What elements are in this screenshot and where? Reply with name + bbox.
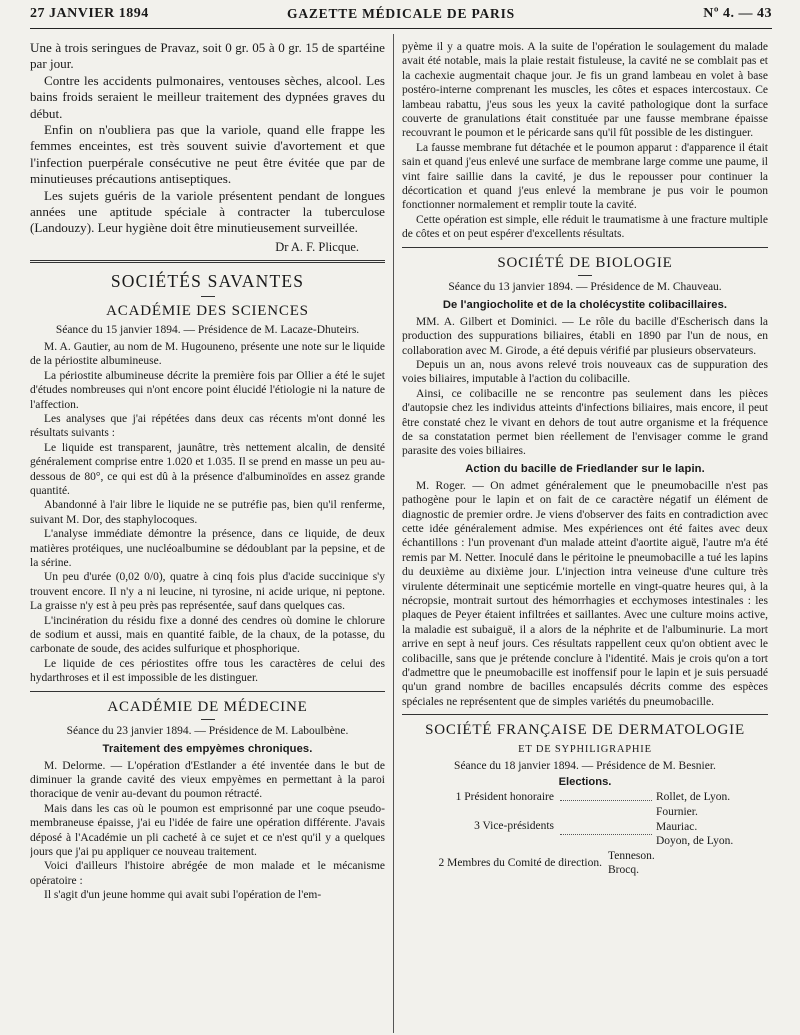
body-paragraph: Ainsi, ce colibacille ne se rencontre pas seulement dans les pièces d'autopsie chez les individus atteints d'infections biliaires, mais encore, il peut être constaté chez le vivant en dehors de tout autre organisme et la fréquence de sa constatation permet bien réellement de l'envisager comme le grand parasite des voies biliaires. <box>402 387 768 458</box>
biologie-title: SOCIÉTÉ DE BIOLOGIE <box>497 254 673 271</box>
topic-heading: Action du bacille de Friedlander sur le lapin. <box>465 462 705 475</box>
body-paragraph: M. Roger. — On admet généralement que le pneumobacille n'est pas pathogène pour le lapin et on fait de ce caractère négatif un élément de diagnostic de premier ordre. Je viens d'observer des faits en contradiction avec cette idée généralement admise. Mes expériences ont été faites avec deux échantillons : l'un provenant d'un malade atteint d'aortite aiguë, l'autre m'a été remis par M. Netter. Inoculé dans le péritoine le pneumobacille a tué les lapins du deuxième au dixième jour. L'injection intra veineuse d'une culture très virulente déterminait une septicémie mortelle en vingt-quatre heures qui, à la nécropsie, montrait surtout des hémorrhagies et ecchymoses intestinales : les plaques de Peyer étaient infiltrées et saillantes. Avec une culture moins active, la maladie est subaiguë, il a alors de la néphrite et de l'albuminurie. La mort arrive en sept à neuf jours. Ces résultats rappellent ceux qu'on obtient avec le colibacille, sans que je prétende conclure à l'identité. Mais je crois qu'on a tort d'admettre que le pneumobacille est inoffensif pour le lapin et je suis persuadé qu'un grand nombre de bacilles encapsulés décrits comme des espèces spéciales ne représentent que de simples variétés du pneumobacille. <box>402 479 768 708</box>
intro-paragraph: Les sujets guéris de la variole présentent pendant de longues années une aptitude spéciale à contracter la tuberculose (Landouzy). Leur hygiène doit être minutieusement surveillée. <box>30 187 385 236</box>
election-row <box>402 805 768 849</box>
topic-heading: De l'angiocholite et de la cholécystite colibacillaires. <box>442 298 728 311</box>
body-paragraph: M. A. Gautier, au nom de M. Hugouneno, présente une note sur le liquide de la périostite albumineuse. <box>30 340 385 368</box>
title-dash <box>201 296 215 297</box>
elected-name: Rollet, de Lyon. <box>656 791 731 804</box>
body-paragraph: Abandonné à l'air libre le liquide ne se putréfie pas, bien qu'il renferme, suivant M. Dor, des staphylocoques. <box>30 499 385 526</box>
section-rule <box>402 247 768 248</box>
author-signature: Dr A. F. Plicque. <box>275 239 359 254</box>
dermatologie-subtitle: ET DE SYPHILIGRAPHIE <box>518 744 652 756</box>
section-rule <box>30 260 385 263</box>
election-category: 2 Membres du Comité de direction. <box>438 856 602 869</box>
journal-title: GAZETTE MÉDICALE DE PARIS <box>287 6 515 21</box>
section-rule <box>30 691 385 692</box>
dot-leader <box>560 790 652 801</box>
body-paragraph: M. Delorme. — L'opération d'Estlander a été inventée dans le but de diminuer la grande cavité des vieux empyèmes en permettant à la paroi thoracique de venir au-devant du poumon rétracté. <box>30 759 385 801</box>
elected-name: Doyon, de Lyon. <box>656 835 734 848</box>
academie-medecine-title: ACADÉMIE DE MÉDECINE <box>107 698 308 715</box>
election-row <box>402 790 768 805</box>
issue-date: 27 JANVIER 1894 <box>30 6 149 21</box>
seance-line: Séance du 23 janvier 1894. — Présidence de M. Laboulbène. <box>66 724 349 737</box>
header-rule <box>30 28 772 29</box>
academie-sciences-title: ACADÉMIE DES SCIENCES <box>106 302 309 319</box>
body-paragraph: MM. A. Gilbert et Dominici. — Le rôle du bacille d'Escherisch dans la production des suppurations biliaires, établi en 1890 par l'un de nous, en collaboration avec M. Girode, a été depuis vérifié par plusieurs observateurs. <box>402 315 768 357</box>
elections-heading: Elections. <box>558 776 612 789</box>
elected-name: Brocq. <box>608 864 639 877</box>
body-paragraph: Le liquide est transparent, jaunâtre, très nettement alcalin, de densité généralement comprise entre 1.020 et 1.035. Il se prend en masse un peu au-dessous de 80°, ce qui est dû à la présence d'albuminoïdes en assez grande quantité. <box>30 441 385 497</box>
body-paragraph: La périostite albumineuse décrite la première fois par Ollier a été le sujet d'études nombreuses qui n'ont encore point élucidé l'étiologie ni la nature de l'affection. <box>30 369 385 411</box>
body-paragraph: Il s'agit d'un jeune homme qui avait subi l'opération de l'em- <box>44 889 322 902</box>
dot-leader <box>560 834 652 835</box>
intro-paragraph: Une à trois seringues de Pravaz, soit 0 gr. 05 à 0 gr. 15 de spartéine par jour. <box>30 40 385 72</box>
body-paragraph: L'analyse immédiate démontre la présence, dans ce liquide, de deux matières protéiques, une nucléoalbumine se dédoublant par la pepsine, et de la sérine. <box>30 528 385 569</box>
section-rule <box>402 714 768 715</box>
left-column <box>30 40 385 1033</box>
body-paragraph: Cette opération est simple, elle réduit le traumatisme à une fracture multiple de côtes et on peut espérer d'excellents résultats. <box>402 213 768 241</box>
election-category: 1 Président honoraire <box>455 791 554 804</box>
body-paragraph: Un peu d'urée (0,02 0/0), quatre à cinq fois plus d'acide succinique s'y trouvent encore. Il n'y a ni leucine, ni tyrosine, ni acide urique, ni peptone. La graisse n'y est à peu près pas représentée, sauf dans quelques cas. <box>30 571 385 613</box>
seance-line: Séance du 15 janvier 1894. — Présidence de M. Lacaze-Dhuteirs. <box>55 323 360 336</box>
column-divider <box>393 34 394 1033</box>
elected-name: Mauriac. <box>656 820 698 833</box>
page-header <box>30 4 772 26</box>
elected-name: Tenneson. <box>608 849 655 862</box>
right-column <box>402 40 768 1033</box>
body-paragraph: pyème il y a quatre mois. A la suite de l'opération le soulagement du malade avait été notable, mais la plaie restait fistuleuse, la cavité ne se comblait pas et la cachexie augmentait chaque jour. Je fis un grand lambeau en volet à base postéro-interne comprenant les muscles, les côtes et espaces intercostaux. Ce lambeau rabattu, j'eus sous les yeux la cavité pathologique dont la surface couverte de granulations était constituée par une fausse membrane épaisse recouvrant le poumon et le péricarde sans qu'il fût possible de les distinguer. <box>402 41 768 140</box>
title-dash <box>201 719 215 720</box>
election-category: 3 Vice-présidents <box>474 820 554 833</box>
intro-paragraph: Contre les accidents pulmonaires, ventouses sèches, alcool. Les bains froids seraient le meilleur traitement des dypnées graves du début. <box>30 72 385 121</box>
body-paragraph: L'incinération du résidu fixe a donné des cendres où domine le chlorure de sodium et aussi, mais en quantité faible, de la chaux, de la potasse, du carbonate de soude, des acides sulfurique et phosphorique. <box>30 614 385 656</box>
elected-name: Fournier. <box>656 806 698 819</box>
seance-line: Séance du 13 janvier 1894. — Présidence de M. Chauveau. <box>448 280 722 293</box>
title-dash <box>578 275 592 276</box>
seance-line: Séance du 18 janvier 1894. — Présidence de M. Besnier. <box>454 760 716 773</box>
body-paragraph: Depuis un an, nous avons relevé trois nouveaux cas de suppuration des voies biliaires, imputable à l'action du colibacille. <box>402 358 768 386</box>
dermatologie-title: SOCIÉTÉ FRANÇAISE DE DERMATOLOGIE <box>425 722 745 739</box>
body-paragraph: Le liquide de ces périostites offre tous les caractères de celui des hydarthroses et il est impossible de les distinguer. <box>30 657 385 685</box>
topic-heading: Traitement des empyèmes chroniques. <box>102 742 313 755</box>
body-paragraph: Mais dans les cas où le poumon est emprisonné par une coque pseudo-membraneuse épaisse, j'ai eu l'idée de faire une opération différente. J'avais déposé à l'Académie un pli cacheté à ce sujet et ce n'est qu'il y a quelques jours que j'ai pu appliquer ce nouveau traitement. <box>30 802 385 859</box>
intro-paragraph: Enfin on n'oubliera pas que la variole, quand elle frappe les femmes enceintes, est très souvent suivie d'avortement et que l'infection puerpérale consécutive ne peut être évitée que par de minutieuses précautions antiseptiques. <box>30 122 385 187</box>
election-row <box>402 849 768 878</box>
body-paragraph: Voici d'ailleurs l'histoire abrégée de mon malade et le mécanisme opératoire : <box>30 860 385 887</box>
body-paragraph: Les analyses que j'ai répétées dans deux cas récents m'ont donné les résultats suivants : <box>30 412 385 440</box>
page-number: Nº 4. — 43 <box>703 6 772 21</box>
societes-savantes-title: SOCIÉTÉS SAVANTES <box>110 270 305 291</box>
body-paragraph: La fausse membrane fut détachée et le poumon apparut : d'apparence il était sain et quand j'eus enlevé une surface de membrane large comme une paume, il vint faire saillie dans la cavité, je dus le repousser pour continuer la décortication et quand j'eus enlevé la membrane je pus voir le poumon fonctionner normalement et remplir toute la cavité. <box>402 141 768 212</box>
